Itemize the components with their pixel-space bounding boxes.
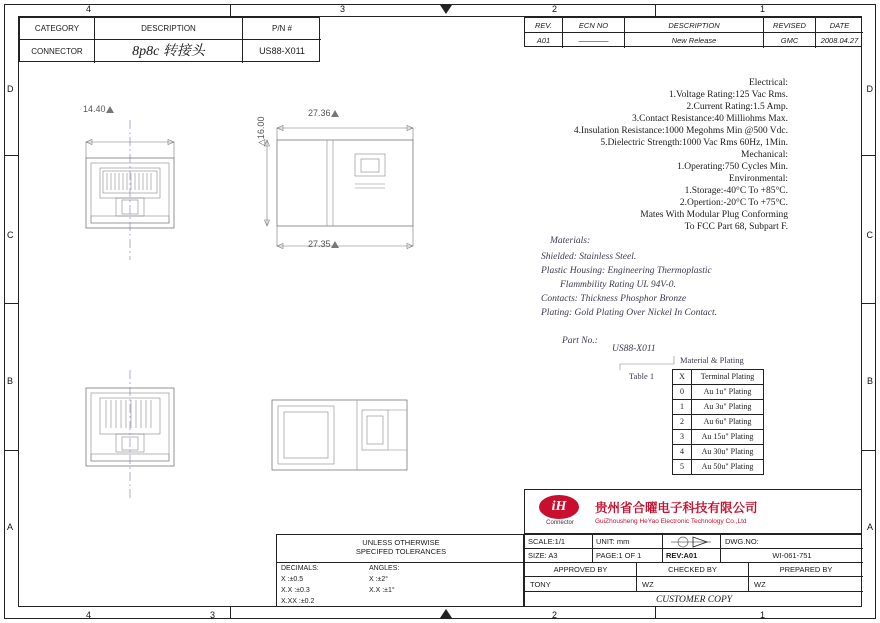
zone-number-bottom-4: 4 [86, 610, 92, 620]
rev-header-desc: DESCRIPTION [668, 21, 720, 30]
company-logo [531, 495, 589, 529]
spec-electrical-title: Electrical: [748, 78, 788, 88]
title-header-pn: P/N # [271, 24, 292, 33]
company-name-cn: 贵州省合曜电子科技有限公司 [595, 501, 758, 515]
logo-subtext: Connector [546, 520, 574, 526]
title-header-description: DESCRIPTION [141, 24, 196, 33]
zone-letter-right-A: A [866, 522, 873, 532]
zone-number-bottom-1: 1 [760, 610, 766, 620]
spec-electrical-5: 5.Dielectric Strength:1000 Vac Rms 60Hz, 1Min. [600, 138, 788, 148]
side-view-drawing [255, 118, 435, 268]
bottom-title-block [524, 534, 862, 607]
decimals-value-2: X.X :±0.3 [281, 587, 310, 594]
zone-number-top-2: 2 [552, 4, 558, 14]
dimension-side-height: △16.00 [256, 116, 266, 146]
zone-letter-left-B: B [7, 376, 14, 386]
title-header-category: CATEGORY [34, 24, 80, 33]
dimension-side-height-value: 16.00 [256, 116, 266, 140]
page-label: PAGE:1 OF 1 [593, 549, 663, 563]
zone-letter-right-C: C [866, 230, 873, 240]
spec-electrical-4: 4.Insulation Resistance:1000 Megohms Min @500 Vdc. [573, 126, 788, 136]
company-block [524, 489, 862, 534]
frame-tick-left-3 [4, 450, 18, 451]
revision-block [524, 17, 862, 47]
flag-triangle-icon [331, 110, 339, 117]
customer-copy-label: CUSTOMER COPY [655, 595, 733, 605]
tolerance-title-line2: SPECIFED TOLERANCES [355, 547, 447, 556]
decimals-value-3: X.XX :±0.2 [281, 598, 315, 605]
dimension-side-width-top [308, 108, 339, 118]
table1-plating: Au 15u" Plating [701, 432, 754, 441]
title-value-description: 8p8c 转接头 [132, 44, 205, 59]
frame-tick-bottom-2 [655, 607, 656, 619]
table1-code: 0 [673, 385, 692, 399]
approved-by-value: TONY [525, 577, 637, 592]
logo-mark-icon: iH [539, 495, 579, 519]
flag-triangle-icon [331, 241, 339, 248]
title-value-category-cell [20, 40, 95, 63]
rev-row-revised-cell [764, 33, 816, 48]
dimension-front-width [83, 104, 114, 114]
table-row [672, 429, 764, 444]
flag-triangle-icon [106, 106, 114, 113]
table1-header-plating: Terminal Plating [700, 372, 755, 381]
frame-tick-left-1 [4, 155, 18, 156]
table1-code: 5 [673, 460, 692, 474]
table1-code: 1 [673, 400, 692, 414]
zone-letter-right-D: D [866, 84, 873, 94]
title-header-pn-cell [243, 18, 321, 40]
table1-code: 3 [673, 430, 692, 444]
zone-letter-right-B: B [866, 376, 873, 386]
zone-number-bottom-2: 2 [552, 610, 558, 620]
title-header-category-cell [20, 18, 95, 40]
spec-environmental-1: 1.Storage:-40°C To +85°C. [684, 186, 788, 196]
table1-plating: Au 30u" Plating [701, 447, 754, 456]
rev-row-ecn-cell [563, 33, 625, 48]
rev-row-rev: A01 [536, 36, 551, 45]
table-row [672, 459, 764, 475]
zone-number-top-3: 3 [340, 4, 346, 14]
spec-electrical-3: 3.Contact Resistance:40 Milliohms Max. [632, 114, 788, 124]
materials-line-1: Shielded: Stainless Steel. [541, 252, 637, 262]
table-row [672, 414, 764, 429]
checked-by-value: WZ [637, 577, 749, 592]
part-no-value: US88-X011 [612, 344, 656, 354]
zone-number-top-4: 4 [86, 4, 92, 14]
approved-by-label: APPROVED BY [525, 563, 637, 577]
table1-code: 4 [673, 445, 692, 459]
dimension-side-width-bottom-value: 27.35 [308, 239, 331, 249]
angles-value-2: X.X :±1° [369, 587, 395, 594]
table1-label: Table 1 [629, 371, 655, 381]
frame-tick-right-1 [862, 155, 876, 156]
rev-header-ecn: ECN NO [578, 21, 609, 30]
tolerance-title-line1: UNLESS OTHERWISE [362, 538, 440, 547]
title-header-description-cell [95, 18, 243, 40]
dimension-side-width-bottom [308, 239, 339, 249]
part-no-label: Part No.: [562, 336, 598, 346]
dwg-no-value: WI-061-751 [721, 549, 863, 563]
frame-tick-left-2 [4, 303, 18, 304]
dwg-no-label: DWG.NO: [721, 535, 863, 549]
dimension-side-width-top-value: 27.36 [308, 108, 331, 118]
rev-header-revised: REVISED [773, 21, 806, 30]
rev-header-rev-cell [525, 18, 563, 33]
prepared-by-value: WZ [749, 577, 863, 592]
company-name-en: GuiZhousheng HeYao Electronic Technology Co.,Ltd [595, 518, 747, 525]
zone-number-top-1: 1 [760, 4, 766, 14]
spec-mechanical-1: 1.Operating:750 Cycles Min. [677, 162, 788, 172]
table-row [672, 399, 764, 414]
checked-by-label: CHECKED BY [637, 563, 749, 577]
projection-symbol [663, 535, 721, 549]
rev-header-rev: REV. [535, 21, 552, 30]
rev-row-date-cell [816, 33, 863, 48]
tolerance-title [277, 535, 525, 563]
bottom-side-view-drawing [262, 390, 432, 490]
part-no-callout: Material & Plating [680, 355, 744, 365]
decimals-value-1: X :±0.5 [281, 576, 304, 583]
frame-tick-top-1 [230, 4, 231, 16]
rev-label: REV:A01 [663, 549, 721, 563]
tolerance-values [277, 563, 525, 608]
zone-letter-left-A: A [7, 522, 14, 532]
frame-tick-right-2 [862, 303, 876, 304]
materials-line-3: Flammbility Rating UL 94V-0. [541, 280, 676, 290]
materials-line-2: Plastic Housing: Engineering Thermoplastic [541, 266, 712, 276]
zone-letter-left-C: C [7, 230, 14, 240]
materials-line-5: Plating: Gold Plating Over Nickel In Contact. [541, 308, 717, 318]
title-value-pn: US88-X011 [259, 46, 305, 56]
table1-plating: Au 50u" Plating [701, 462, 754, 471]
size-label: SIZE: A3 [525, 549, 593, 563]
center-marker-bottom [440, 609, 452, 618]
title-value-pn-cell [243, 40, 321, 63]
prepared-by-label: PREPARED BY [749, 563, 863, 577]
table-row [672, 444, 764, 459]
table1-plating: Au 6u" Plating [703, 417, 752, 426]
dimension-front-width-value: 14.40 [83, 104, 106, 114]
title-value-description-cell [95, 40, 243, 63]
table1-plating: Au 1u" Plating [703, 387, 752, 396]
rev-row-date: 2008.04.27 [820, 36, 859, 45]
rev-row-desc: New Release [671, 36, 717, 45]
unit-label: UNIT: mm [593, 535, 663, 549]
zone-number-bottom-3b: 3 [210, 610, 216, 620]
angles-label: ANGLES: [369, 565, 400, 572]
spec-environmental-title: Environmental: [728, 174, 788, 184]
rev-header-ecn-cell [563, 18, 625, 33]
spec-electrical-1: 1.Voltage Rating:125 Vac Rms. [668, 90, 788, 100]
frame-tick-top-2 [655, 4, 656, 16]
materials-title: Materials: [550, 236, 591, 246]
rev-header-revised-cell [764, 18, 816, 33]
rev-header-date: DATE [829, 21, 850, 30]
spec-environmental-4: To FCC Part 68, Subpart F. [684, 222, 788, 232]
bottom-front-view-drawing [70, 370, 190, 500]
first-angle-projection-icon [663, 535, 721, 549]
spec-environmental-2: 2.Opertion:-20°C To +75°C. [679, 198, 788, 208]
rev-row-revised: GMC [780, 36, 799, 45]
rev-header-date-cell [816, 18, 863, 33]
scale-label: SCALE:1/1 [525, 535, 593, 549]
spec-environmental-3: Mates With Modular Plug Conforming [640, 210, 788, 220]
materials-line-4: Contacts: Thickness Phosphor Bronze [541, 294, 687, 304]
rev-header-desc-cell [625, 18, 764, 33]
front-view-drawing [70, 120, 190, 260]
rev-row-ecn: ———— [578, 36, 609, 45]
tolerance-block [276, 534, 524, 607]
title-value-category: CONNECTOR [31, 47, 83, 56]
angles-value-1: X :±2° [369, 576, 389, 583]
center-marker-top [440, 5, 452, 14]
table1 [672, 369, 764, 475]
title-block-top-left [19, 17, 320, 62]
rev-row-desc-cell [625, 33, 764, 48]
spec-electrical-2: 2.Current Rating:1.5 Amp. [686, 102, 788, 112]
frame-tick-bottom-1 [230, 607, 231, 619]
decimals-label: DECIMALS: [281, 565, 319, 572]
table1-header-row [672, 369, 764, 384]
table-row [672, 384, 764, 399]
table1-plating: Au 3u" Plating [703, 402, 752, 411]
rev-row-rev-cell [525, 33, 563, 48]
spec-mechanical-title: Mechanical: [741, 150, 788, 160]
frame-tick-right-3 [862, 450, 876, 451]
table1-header-x: X [673, 370, 692, 384]
table1-code: 2 [673, 415, 692, 429]
zone-letter-left-D: D [7, 84, 14, 94]
